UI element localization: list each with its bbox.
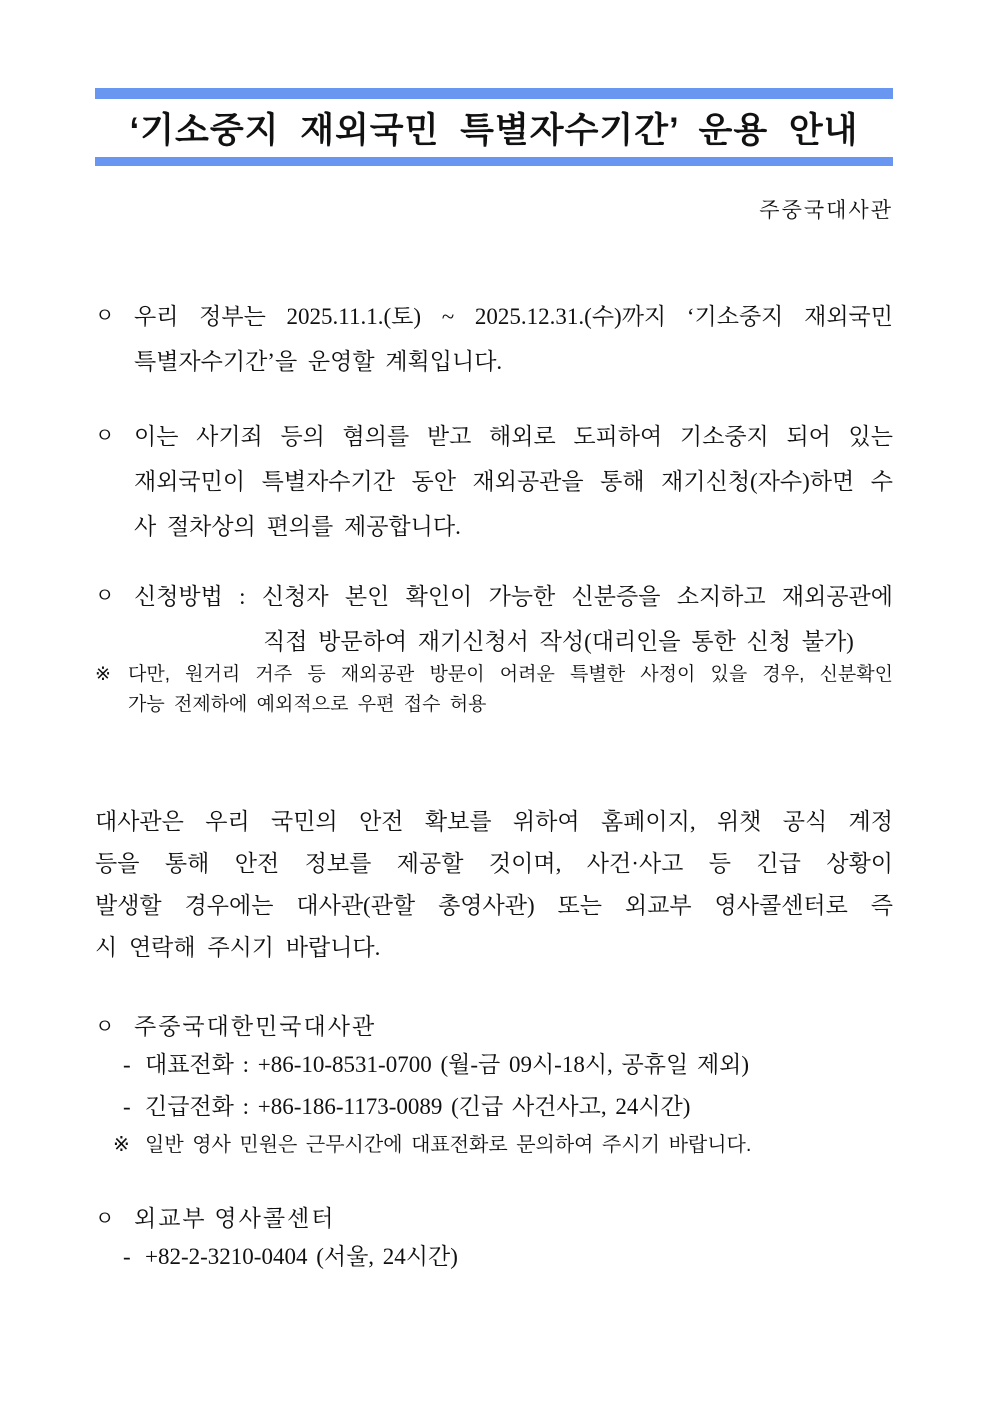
paragraph-purpose bbox=[95, 414, 893, 549]
contact-phone-text: 긴급전화 : +86-186-1173-0089 (긴급 사건사고, 24시간) bbox=[145, 1094, 691, 1119]
paragraph-line: 이는 사기죄 등의 혐의를 받고 해외로 도피하여 기소중지 되어 있는 bbox=[134, 424, 893, 449]
title-top-rule bbox=[95, 88, 893, 99]
contact-embassy-main-phone bbox=[95, 1050, 893, 1080]
paragraph-line: 우리 정부는 2025.11.1.(토) ~ 2025.12.31.(수)까지 ‘기소중지 재외국민 bbox=[134, 304, 893, 329]
contact-note-text: 일반 영사 민원은 근무시간에 대표전화로 문의하여 주시기 바랍니다. bbox=[145, 1134, 752, 1156]
dash-bullet: - bbox=[123, 1244, 131, 1269]
dash-bullet: - bbox=[123, 1052, 131, 1077]
contact-phone-text: +82-2-3210-0404 (서울, 24시간) bbox=[145, 1244, 458, 1269]
title-bottom-rule bbox=[95, 157, 893, 166]
document-title: ‘기소중지 재외국민 특별자수기간’ 운용 안내 bbox=[129, 111, 859, 150]
paragraph-application-method bbox=[95, 574, 893, 664]
paragraph-line: 신청방법 : 신청자 본인 확인이 가능한 신분증을 소지하고 재외공관에 bbox=[134, 584, 893, 609]
footnote-mail-exception bbox=[95, 660, 893, 720]
paragraph-lines bbox=[134, 414, 893, 549]
reference-mark-icon: ※ bbox=[95, 664, 111, 685]
paragraph-line: 시 연락해 주시기 바랍니다. bbox=[95, 935, 381, 960]
paragraph-lines bbox=[134, 294, 893, 384]
contact-callcenter-phone bbox=[95, 1242, 893, 1272]
author-line: 주중국대사관 bbox=[759, 198, 893, 222]
circle-bullet: ㅇ bbox=[95, 1016, 115, 1038]
circle-bullet: ㅇ bbox=[95, 305, 115, 327]
dash-bullet: - bbox=[123, 1094, 131, 1119]
paragraph-lines bbox=[134, 574, 893, 664]
paragraph-safety-info bbox=[95, 801, 893, 969]
contact-embassy-name: 주중국대한민국대사관 bbox=[134, 1014, 377, 1039]
circle-bullet: ㅇ bbox=[95, 585, 115, 607]
paragraph-line: 직접 방문하여 재기신청서 작성(대리인을 통한 신청 불가) bbox=[263, 629, 854, 654]
reference-mark-icon: ※ bbox=[113, 1134, 130, 1156]
paragraph-line: 등을 통해 안전 정보를 제공할 것이며, 사건·사고 등 긴급 상황이 bbox=[95, 851, 893, 876]
footnote-line: 다만, 원거리 거주 등 재외공관 방문이 어려운 특별한 사정이 있을 경우, 신분확인 bbox=[128, 664, 893, 685]
paragraph-operation-period bbox=[95, 294, 893, 384]
contact-callcenter-header bbox=[95, 1204, 893, 1234]
paragraph-line: 특별자수기간’을 운영할 계획입니다. bbox=[134, 349, 503, 374]
contact-phone-text: 대표전화 : +86-10-8531-0700 (월-금 09시-18시, 공휴일 제외) bbox=[145, 1052, 750, 1077]
circle-bullet: ㅇ bbox=[95, 1208, 115, 1230]
paragraph-line: 대사관은 우리 국민의 안전 확보를 위하여 홈페이지, 위챗 공식 계정 bbox=[95, 809, 893, 834]
contact-embassy-emergency-phone bbox=[95, 1092, 893, 1122]
paragraph-line: 재외국민이 특별자수기간 동안 재외공관을 통해 재기신청(자수)하면 수 bbox=[134, 469, 893, 494]
circle-bullet: ㅇ bbox=[95, 425, 115, 447]
paragraph-line: 발생할 경우에는 대사관(관할 총영사관) 또는 외교부 영사콜센터로 즉 bbox=[95, 893, 893, 918]
contact-callcenter-name: 외교부 영사콜센터 bbox=[134, 1206, 336, 1231]
footnote-line: 가능 전제하에 예외적으로 우편 접수 허용 bbox=[128, 694, 487, 715]
footnote-lines bbox=[128, 660, 893, 720]
contact-embassy-note bbox=[95, 1130, 905, 1160]
paragraph-line: 사 절차상의 편의를 제공합니다. bbox=[134, 514, 461, 539]
contact-embassy-header bbox=[95, 1012, 893, 1042]
